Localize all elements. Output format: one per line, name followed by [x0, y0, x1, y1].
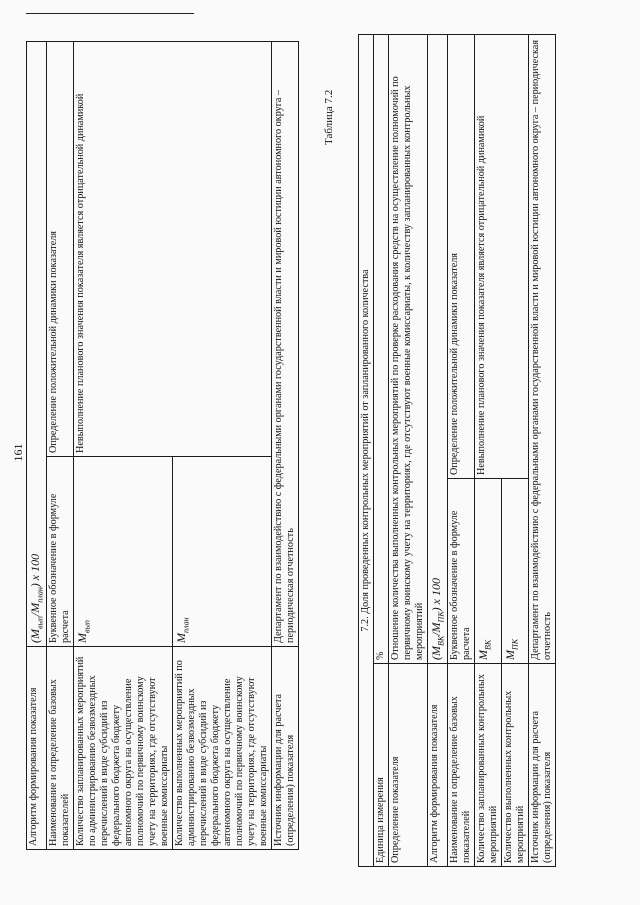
- table-row: [73, 42, 172, 850]
- source-label: Источник информации для расчета (определения) показателя: [529, 664, 556, 867]
- formula-label: Алгоритм формирования показателя: [428, 664, 448, 867]
- table-row: [46, 42, 73, 850]
- symbol-1: $M_{вып}$: [73, 457, 172, 647]
- page-number: 161: [11, 443, 25, 462]
- trend-value: Невыполнение планового значения показателя является отрицательной динамикой: [475, 34, 529, 478]
- table-label: Таблица 7.2: [323, 89, 335, 145]
- trend-value: Невыполнение планового значения показателя является отрицательной динамикой: [73, 42, 272, 457]
- formula-label: Алгоритм формирования показателя: [27, 647, 47, 850]
- trend-label: Определение положительной динамики показателя: [46, 42, 73, 457]
- formula-cell: $(M_{вып}/M_{план})$ x 100: [27, 42, 47, 647]
- table-row: [374, 34, 389, 866]
- symbol-2: $M_{ПК}$: [502, 479, 529, 664]
- formula-cell: $(M_{ВК}/M_{ПК})$ x 100: [428, 34, 448, 663]
- letter-label: Буквенное обозначение в формуле расчета: [46, 457, 73, 647]
- source-label: Источник информации для расчета (определения) показателя: [272, 647, 299, 850]
- unit-value: %: [374, 34, 389, 663]
- definition-label: Определение показателя: [389, 664, 428, 867]
- base-indicators-label: Наименование и определение базовых показателей: [447, 664, 474, 867]
- trend-label: Определение положительной динамики показателя: [447, 34, 474, 478]
- table-row: [475, 34, 502, 866]
- symbol-2: $M_{план}$: [173, 457, 272, 647]
- source-value: Департамент по взаимодействию с федеральными органами государственной власти и мировой юстиции автономного округа – периодическая отчетность: [272, 42, 299, 647]
- source-value: Департамент по взаимодействию с федеральными органами государственной власти и мировой юстиции автономного округа – периодическая отчетность: [529, 34, 556, 663]
- table-row: [428, 34, 448, 866]
- letter-label: Буквенное обозначение в формуле расчета: [447, 479, 474, 664]
- table-row: [272, 42, 299, 850]
- base-indicator-2: Количество выполненных контрольных мероприятий: [502, 664, 529, 867]
- indicator-table-7-1: [26, 41, 299, 850]
- definition-value: Отношение количества выполненных контрольных мероприятий по проверке расходования средств на осуществление полномочий по первичному воинскому учету на территориях, где отсутствуют военные комиссариаты, к количеству запланированных контрольных мероприятий: [389, 34, 428, 663]
- table-caption: 7.2. Доля проведенных контрольных мероприятий от запланированного количества: [359, 34, 374, 866]
- symbol-1: $M_{ВК}$: [475, 479, 502, 664]
- base-indicators-label: Наименование и определение базовых показателей: [46, 647, 73, 850]
- table-row: [27, 42, 47, 850]
- table-row: [359, 34, 374, 866]
- base-indicator-2: Количество выполненных мероприятий по администрированию безвозмездных перечислений в виде субсидий из федерального бюджета бюджету автономного округа на осуществление полномочий по первичному воинскому учету на территориях, где отсутствуют военные комиссариаты: [173, 647, 272, 850]
- base-indicator-1: Количество запланированных мероприятий по администрированию безвозмездных перечислений в виде субсидий из федерального бюджета бюджету автономного округа на осуществление полномочий по первичному воинскому учету на территориях, где отсутствуют военные комиссариаты: [73, 647, 172, 850]
- table-row: [529, 34, 556, 866]
- table-row: [389, 34, 428, 866]
- unit-label: Единица измерения: [374, 664, 389, 867]
- indicator-table-7-2: [358, 34, 556, 867]
- table-row: [447, 34, 474, 866]
- base-indicator-1: Количество запланированных контрольных мероприятий: [475, 664, 502, 867]
